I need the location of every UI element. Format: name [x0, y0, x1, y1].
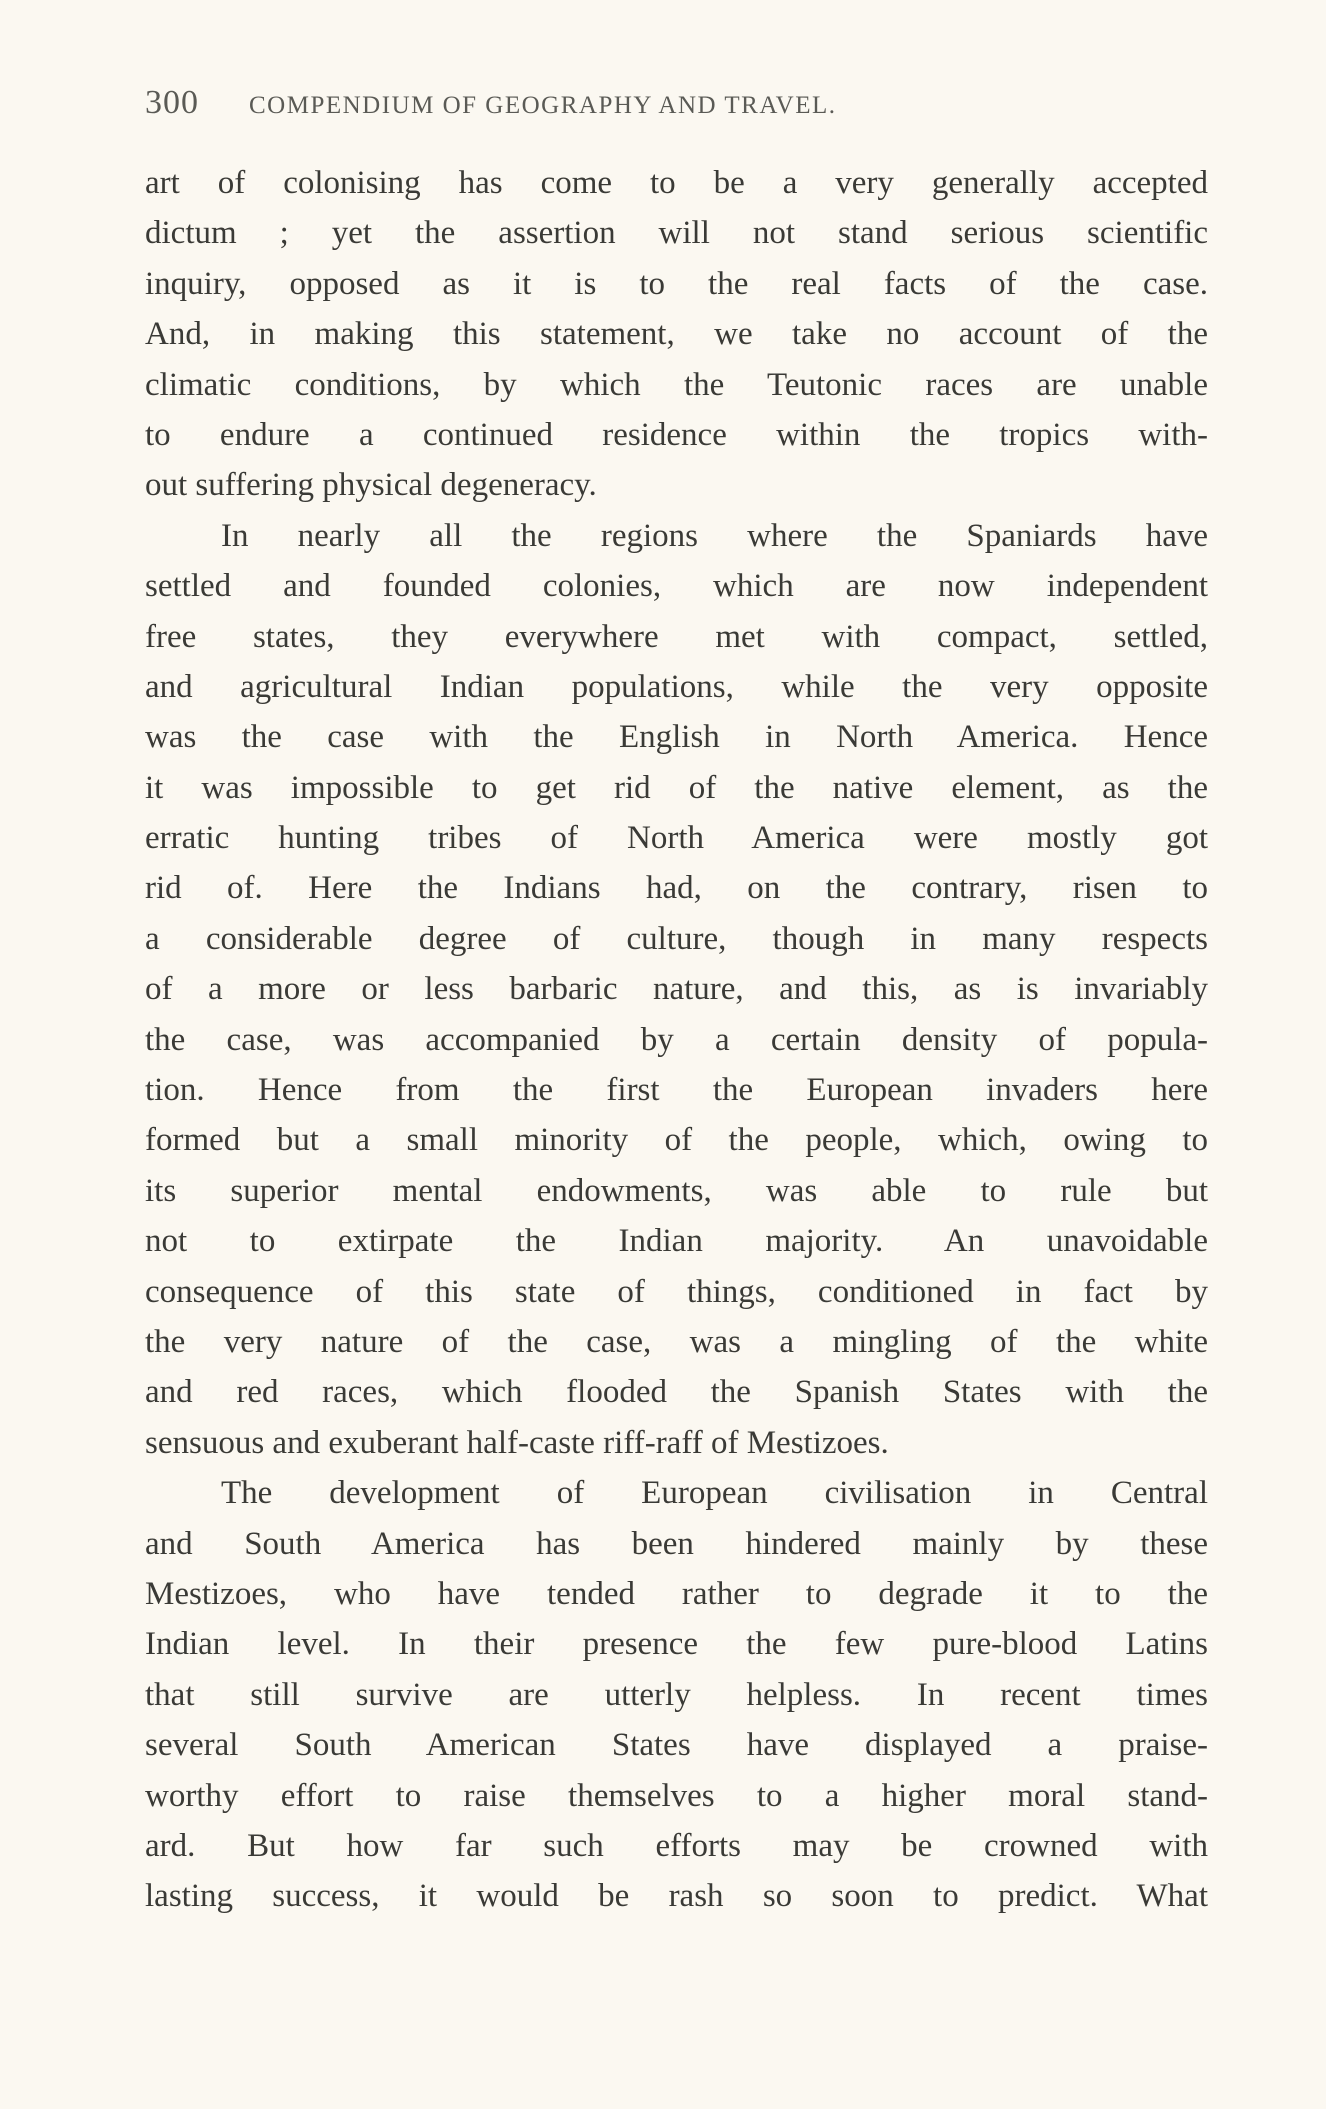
- text-line: ard. But how far such efforts may be crowned with: [145, 1827, 1208, 1864]
- text-line: and agricultural Indian populations, while the very opposite: [145, 668, 1208, 705]
- text-line: settled and founded colonies, which are now independent: [145, 568, 1208, 605]
- text-line: worthy effort to raise themselves to a higher moral stand-: [145, 1777, 1208, 1814]
- text-line: art of colonising has come to be a very generally accepted: [145, 165, 1208, 201]
- text-line: lasting success, it would be rash so soon to predict. What: [145, 1878, 1208, 1915]
- text-line: that still survive are utterly helpless. In recent times: [145, 1676, 1208, 1713]
- text-line: and South America has been hindered mainly by these: [145, 1525, 1208, 1562]
- text-line: Indian level. In their presence the few pure-blood Latins: [145, 1626, 1208, 1663]
- text-line: sensuous and exuberant half-caste riff-raff of Mestizoes.: [145, 1424, 889, 1461]
- text-line: climatic conditions, by which the Teutonic races are unable: [145, 366, 1208, 403]
- text-line: erratic hunting tribes of North America were mostly got: [145, 820, 1208, 857]
- text-line: rid of. Here the Indians had, on the contrary, risen to: [145, 870, 1208, 907]
- text-line: it was impossible to get rid of the native element, as the: [145, 769, 1208, 806]
- text-line: The development of European civilisation in Central: [221, 1475, 1208, 1512]
- text-line: to endure a continued residence within the tropics with-: [145, 416, 1208, 453]
- text-line: the very nature of the case, was a mingling of the white: [145, 1323, 1208, 1360]
- text-line: was the case with the English in North America. Hence: [145, 719, 1208, 756]
- text-line: of a more or less barbaric nature, and this, as is invariably: [145, 971, 1208, 1008]
- text-line: and red races, which flooded the Spanish States with the: [145, 1374, 1208, 1411]
- text-line: a considerable degree of culture, though in many respects: [145, 920, 1208, 957]
- text-line: tion. Hence from the first the European invaders here: [145, 1072, 1208, 1109]
- running-title: COMPENDIUM OF GEOGRAPHY AND TRAVEL.: [249, 92, 837, 119]
- text-line: inquiry, opposed as it is to the real facts of the case.: [145, 265, 1208, 302]
- text-line: consequence of this state of things, conditioned in fact by: [145, 1273, 1208, 1310]
- text-line: the case, was accompanied by a certain density of popula-: [145, 1021, 1208, 1058]
- text-line: out suffering physical degeneracy.: [145, 467, 597, 504]
- text-line: several South American States have displayed a praise-: [145, 1727, 1208, 1764]
- text-line: not to extirpate the Indian majority. An unavoidable: [145, 1223, 1208, 1260]
- text-line: In nearly all the regions where the Spaniards have: [221, 517, 1208, 554]
- text-line: formed but a small minority of the people, which, owing to: [145, 1122, 1208, 1159]
- text-line: dictum ; yet the assertion will not stand serious scientific: [145, 215, 1208, 252]
- text-line: Mestizoes, who have tended rather to degrade it to the: [145, 1575, 1208, 1612]
- body-text: [145, 158, 1208, 1922]
- text-line: free states, they everywhere met with compact, settled,: [145, 618, 1208, 655]
- text-line: its superior mental endowments, was able to rule but: [145, 1172, 1208, 1209]
- page-number: 300: [145, 84, 199, 121]
- text-line: And, in making this statement, we take no account of the: [145, 316, 1208, 353]
- page-header: [145, 84, 1205, 128]
